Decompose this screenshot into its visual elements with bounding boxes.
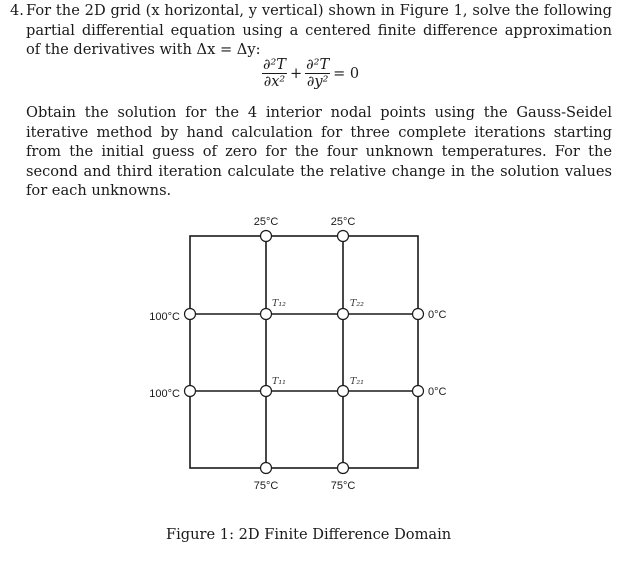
node-top-right	[338, 231, 349, 242]
node-t11	[261, 386, 272, 397]
label-t22: T₂₂	[350, 298, 364, 309]
label-top-right: 25°C	[330, 216, 356, 228]
node-t22	[338, 309, 349, 320]
grid-lines	[190, 236, 418, 468]
label-t12: T₁₂	[272, 298, 286, 309]
label-right-lower: 0°C	[428, 386, 447, 398]
node-labels	[272, 298, 364, 387]
term1-denominator: ∂x²	[263, 74, 286, 90]
node-left-lower	[185, 386, 196, 397]
figure-caption: Figure 1: 2D Finite Difference Domain	[166, 526, 452, 543]
term2-denominator: ∂y²	[306, 74, 329, 90]
term2-numerator: ∂²T	[306, 57, 330, 73]
node-t21	[338, 386, 349, 397]
grid-outer-border	[190, 236, 418, 468]
equals-zero: = 0	[333, 66, 360, 82]
node-bottom-left	[261, 463, 272, 474]
label-top-left: 25°C	[253, 216, 279, 228]
node-right-upper	[413, 309, 424, 320]
grid-nodes	[185, 231, 424, 474]
problem-intro: For the 2D grid (x horizontal, y vertical) shown in Figure 1, solve the following partial differential equation using a centered finite difference approximation of the derivatives with Δx = Δy:	[26, 2, 612, 58]
plus-sign: +	[289, 66, 303, 82]
label-left-upper: 100°C	[149, 311, 180, 323]
label-bottom-right: 75°C	[330, 480, 356, 492]
problem-number: 4.	[10, 2, 24, 19]
node-top-left	[261, 231, 272, 242]
label-t11: T₁₁	[272, 376, 286, 387]
node-left-upper	[185, 309, 196, 320]
problem-instructions: Obtain the solution for the 4 interior nodal points using the Gauss-Seidel iterative method by hand calculation for three complete iterations starting from the initial guess of zero for the four unknown temperatures. For the second and third iteration calculate the relative change in the solution values for each unknowns.	[26, 104, 612, 199]
label-t21: T₂₁	[350, 376, 364, 387]
term1-numerator: ∂²T	[263, 57, 286, 73]
node-bottom-right	[338, 463, 349, 474]
boundary-labels	[149, 216, 446, 492]
label-left-lower: 100°C	[149, 388, 180, 400]
node-right-lower	[413, 386, 424, 397]
label-right-upper: 0°C	[428, 309, 447, 321]
node-t12	[261, 309, 272, 320]
label-bottom-left: 75°C	[253, 480, 279, 492]
